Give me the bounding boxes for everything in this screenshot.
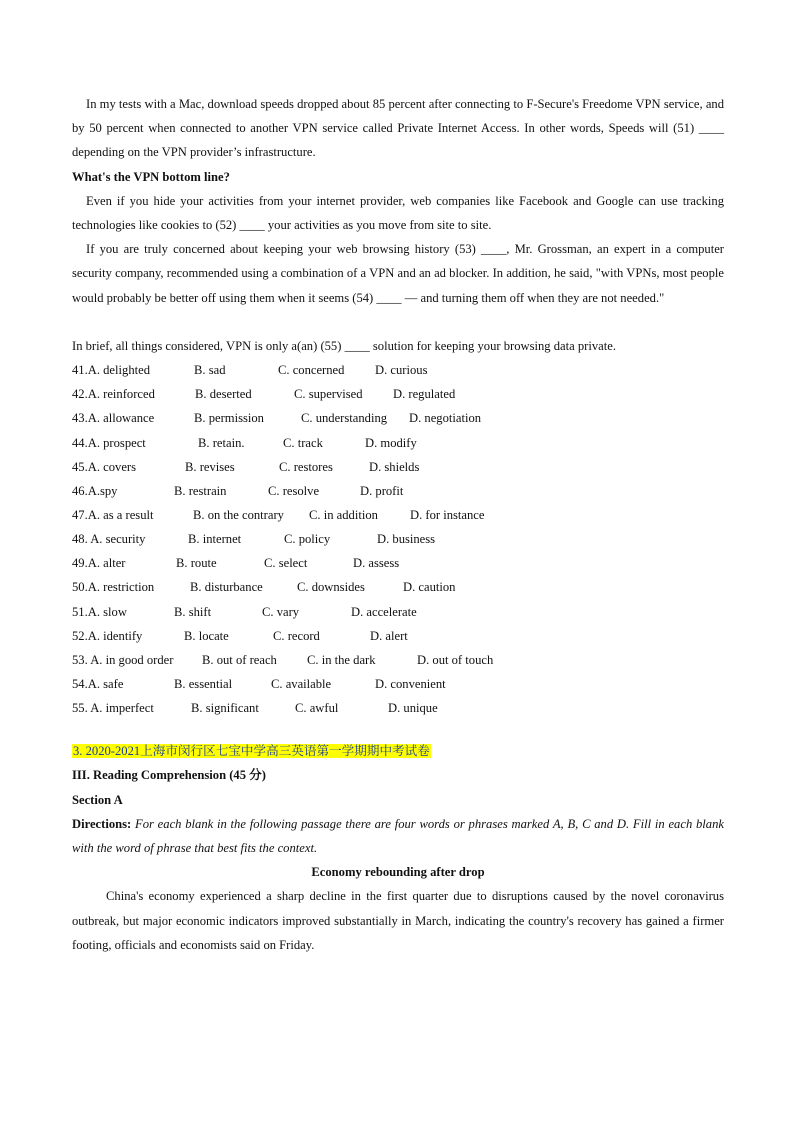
option-c: C. select [264,556,308,571]
option-a: 48. A. security [72,532,146,547]
option-c: C. awful [295,701,339,716]
option-d: D. shields [369,459,420,474]
option-c: C. in the dark [307,652,376,667]
option-b: B. revises [185,459,235,474]
section-label: Section A [72,792,123,807]
option-a: 42.A. reinforced [72,387,155,402]
option-d: D. convenient [375,676,446,691]
option-row-51 [72,600,724,624]
option-row-48 [72,527,724,551]
exam-source-title [72,739,724,763]
spacer [72,720,724,739]
option-b: B. on the contrary [193,508,284,522]
paragraph-tracking: Even if you hide your activities from your internet provider, web companies like Facebook and Google can use tracking technologies like cookies to (52) ____ your activities as you move from site to site. [72,193,724,232]
paragraph-recommendation: If you are truly concerned about keeping your web browsing history (53) ____, Mr. Grossman, an expert in a computer security company, recommended using a combination of a VPN and an ad blocker. In addition, he said, "with VPNs, most people would probably be better off using them when it seems (54) ____ — and turning them off when they are not needed." [72,242,724,305]
option-c: C. policy [284,532,331,547]
section-heading-vpn-bottom-line: What's the VPN bottom line? [72,169,230,184]
option-row-53 [72,648,724,672]
option-d: D. caution [403,580,456,595]
option-a: 54.A. safe [72,676,124,691]
option-a: 44.A. prospect [72,435,146,450]
option-a: 41.A. delighted [72,363,150,378]
option-b: B. restrain [174,483,227,498]
option-d: D. accelerate [351,604,417,619]
option-row-41 [72,358,724,382]
option-d: D. negotiation [409,411,482,426]
option-a: 55. A. imperfect [72,701,154,716]
option-d: D. profit [360,483,404,498]
option-b: B. deserted [195,387,252,402]
option-d: D. curious [375,363,428,378]
option-b: B. internet [188,532,242,547]
option-a: 49.A. alter [72,556,126,571]
option-c: C. supervised [294,387,363,402]
option-b: B. retain. [198,435,245,450]
directions-label: Directions: [72,816,132,831]
option-a: 47.A. as a result [72,508,154,522]
option-a: 52.A. identify [72,628,143,643]
option-b: B. out of reach [202,652,277,667]
option-a: 53. A. in good order [72,652,174,667]
option-c: C. resolve [268,483,320,498]
option-a: 50.A. restriction [72,580,155,595]
option-b: B. sad [194,363,226,378]
option-c: C. downsides [297,580,365,595]
options-list [72,358,724,720]
option-d: D. alert [370,628,408,643]
passage-title: Economy rebounding after drop [311,865,485,880]
option-a: 46.A.spy [72,483,118,498]
passage-paragraph: China's economy experienced a sharp decline in the first quarter due to disruptions caused by the novel coronavirus outbreak, but major economic indicators improved substantially in March, indicating the country's recovery has gained a firmer footing, officials and economists said on Friday. [72,889,724,952]
option-b: B. essential [174,676,233,691]
option-row-52 [72,624,724,648]
option-a: 45.A. covers [72,459,137,474]
option-c: C. in addition [309,508,378,522]
option-d: D. unique [388,701,438,716]
option-a: 43.A. allowance [72,411,155,426]
option-b: B. significant [191,701,259,716]
part-heading: III. Reading Comprehension (45 分) [72,768,266,783]
paragraph-download-speeds: In my tests with a Mac, download speeds dropped about 85 percent after connecting to F-Secure's Freedome VPN service, and by 50 percent when connected to another VPN service called Private Internet Access. In other words, Speeds will (51) ____ depending on the VPN provider’s infrastructure. [72,97,724,160]
option-row-43 [72,406,724,430]
directions-text: For each blank in the following passage there are four words or phrases marked A, B, C and D. Fill in each blank with the word of phrase that best fits the context. [72,816,724,856]
option-row-55 [72,696,724,720]
directions [72,812,724,860]
option-c: C. restores [279,459,333,474]
option-row-46 [72,479,724,503]
exam-source-highlight: 3. 2020-2021上海市闵行区七宝中学高三英语第一学期期中考试卷 [73,744,430,759]
option-d: D. out of touch [417,652,494,667]
option-row-42 [72,382,724,406]
option-row-54 [72,672,724,696]
option-b: B. disturbance [190,580,263,595]
option-c: C. concerned [278,363,345,378]
option-row-47 [72,503,724,527]
option-b: B. locate [184,628,229,643]
option-d: D. modify [365,435,417,450]
option-c: C. understanding [301,411,388,426]
option-d: D. for instance [410,508,485,522]
option-b: B. shift [174,604,212,619]
option-c: C. available [271,676,332,691]
paragraph-in-brief: In brief, all things considered, VPN is only a(an) (55) ____ solution for keeping your browsing data private. [72,338,616,353]
option-d: D. business [377,532,436,547]
option-b: B. permission [194,411,264,426]
option-c: C. vary [262,604,300,619]
option-a: 51.A. slow [72,604,127,619]
option-d: D. assess [353,556,400,571]
option-d: D. regulated [393,387,456,402]
document-page [72,92,724,957]
option-b: B. route [176,556,217,571]
option-row-49 [72,551,724,575]
option-row-50 [72,575,724,599]
option-row-44 [72,431,724,455]
option-c: C. track [283,435,323,450]
option-row-45 [72,455,724,479]
option-c: C. record [273,628,320,643]
